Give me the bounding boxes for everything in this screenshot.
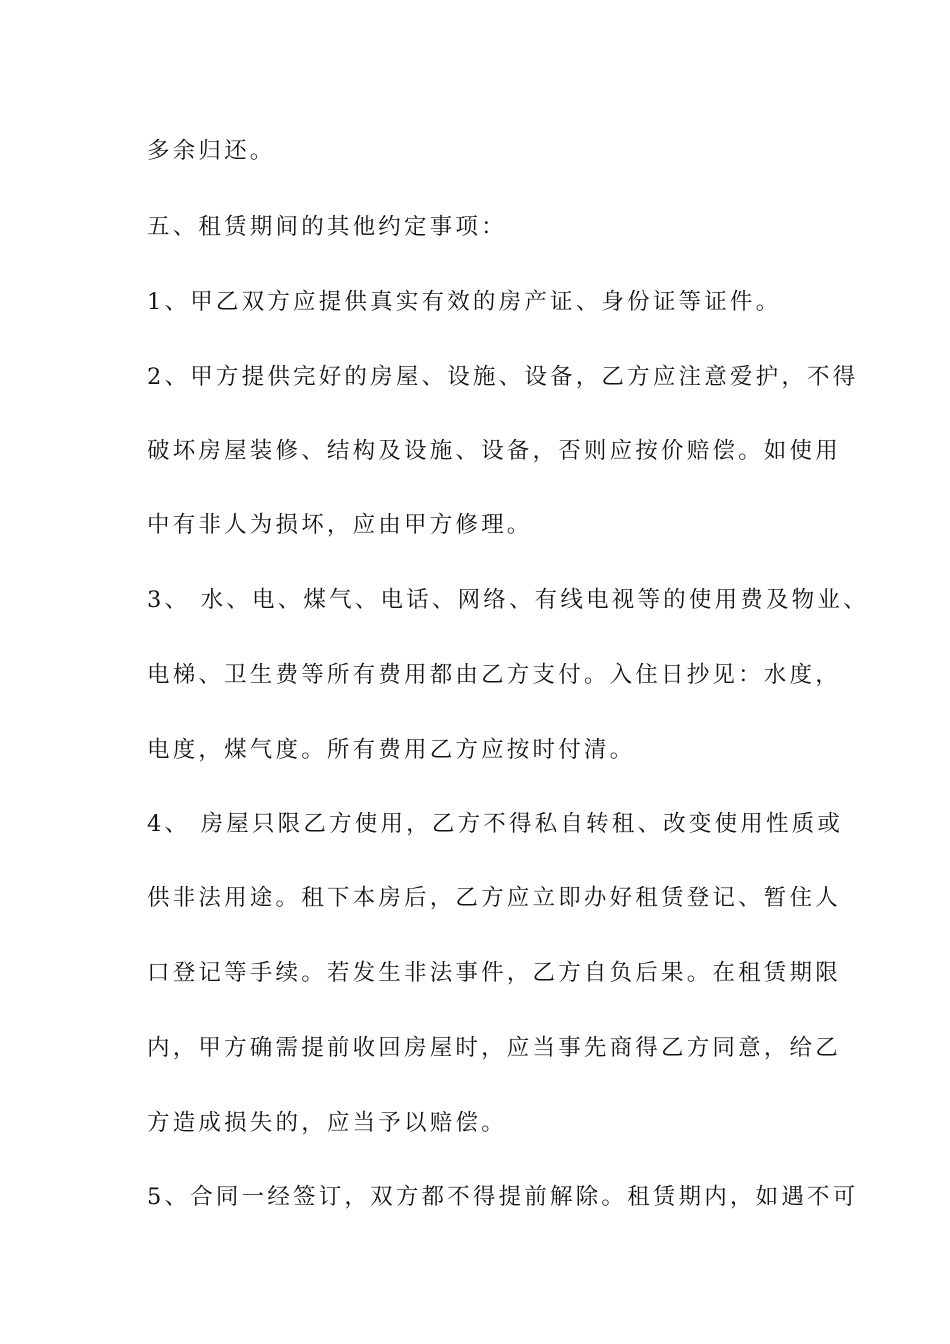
text-line-remainder-returned: 多余归还。 bbox=[147, 138, 276, 164]
clause-4-line-1: 4、 房屋只限乙方使用，乙方不得私自转租、改变使用性质或 bbox=[147, 811, 844, 837]
clause-4-line-2: 供非法用途。租下本房后，乙方应立即办好租赁登记、暂住人 bbox=[147, 885, 841, 911]
clause-1-line: 1、甲乙双方应提供真实有效的房产证、身份证等证件。 bbox=[147, 289, 782, 315]
section-heading-five: 五、租赁期间的其他约定事项： bbox=[147, 214, 507, 240]
clause-3-line-1: 3、 水、电、煤气、电话、网络、有线电视等的使用费及物业、 bbox=[147, 587, 869, 613]
clause-4-line-3: 口登记等手续。若发生非法事件，乙方自负后果。在租赁期限 bbox=[147, 960, 841, 986]
clause-2-line-3: 中有非人为损坏，应由甲方修理。 bbox=[147, 512, 533, 538]
clause-5-line-1: 5、合同一经签订，双方都不得提前解除。租赁期内，如遇不可 bbox=[147, 1184, 859, 1210]
clause-2-line-2: 破坏房屋装修、结构及设施、设备，否则应按价赔偿。如使用 bbox=[147, 438, 841, 464]
clause-2-line-1: 2、甲方提供完好的房屋、设施、设备，乙方应注意爱护，不得 bbox=[147, 364, 859, 390]
clause-4-line-5: 方造成损失的，应当予以赔偿。 bbox=[147, 1110, 507, 1136]
clause-4-line-4: 内，甲方确需提前收回房屋时，应当事先商得乙方同意，给乙 bbox=[147, 1035, 841, 1061]
clause-3-line-3: 电度，煤气度。所有费用乙方应按时付清。 bbox=[147, 737, 636, 763]
clause-3-line-2: 电梯、卫生费等所有费用都由乙方支付。入住日抄见：水度， bbox=[147, 662, 841, 688]
